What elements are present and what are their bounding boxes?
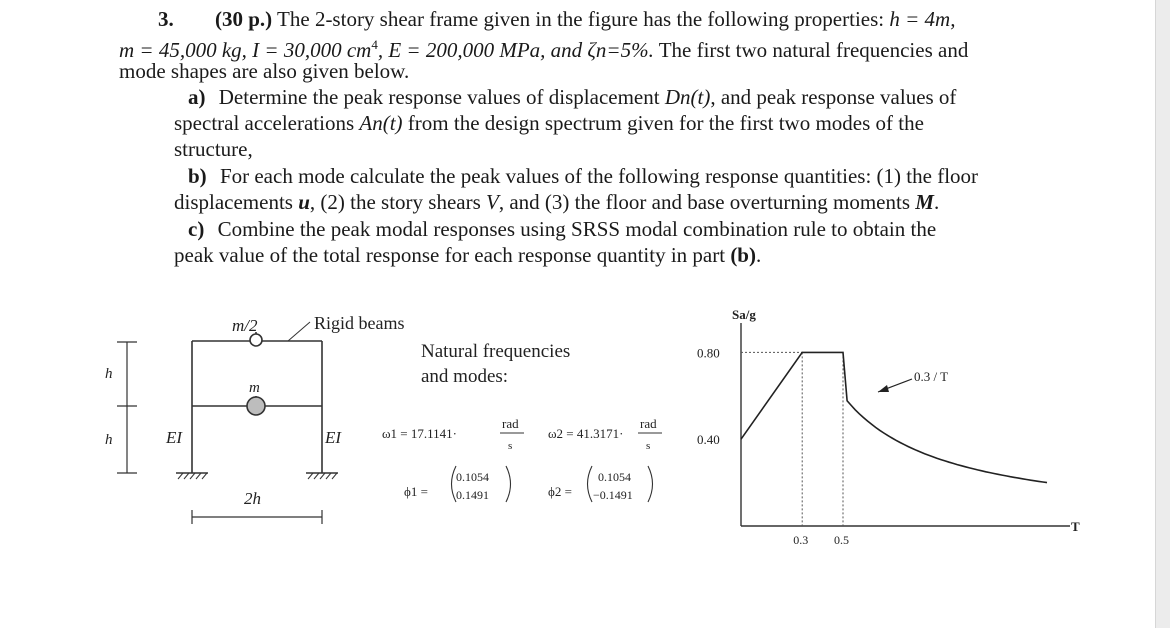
- hatch: [202, 473, 207, 479]
- label-h-bottom: h: [105, 432, 113, 448]
- I-unit-exponent: 4: [371, 37, 378, 52]
- part-b-u: u: [298, 190, 310, 214]
- part-b-text-5: .: [933, 190, 940, 214]
- phi-2-right-paren: [648, 466, 653, 502]
- phi-1-label: ϕ1 =: [404, 484, 428, 499]
- hatch: [320, 473, 325, 479]
- part-b-text-2: displacements: [174, 190, 299, 214]
- phi-2-left-paren: [588, 466, 593, 502]
- omega-2: ω2 = 41.3171·: [548, 426, 624, 441]
- label-m: m: [249, 380, 260, 396]
- omega-2-unit-num: rad: [640, 416, 657, 431]
- omega-2-unit-den: s: [646, 440, 651, 452]
- part-c-b-ref: (b): [730, 243, 756, 267]
- modes-heading-2: and modes:: [421, 366, 509, 387]
- phi-1-entry: 0.1054: [456, 470, 489, 484]
- problem-intro-2: The first two natural frequencies and: [653, 38, 969, 62]
- hatch: [314, 473, 319, 479]
- phi-1-right-paren: [506, 466, 511, 502]
- part-a-Dn: Dn(t): [664, 85, 711, 109]
- y-tick-label: 0.80: [697, 345, 720, 361]
- part-b-V: V: [486, 190, 499, 214]
- part-a-text-2: , and peak response values of: [710, 85, 957, 109]
- I-value: I = 30,000 cm: [252, 38, 372, 62]
- part-a-An: An(t): [359, 111, 403, 135]
- problem-number: 3.: [158, 7, 174, 31]
- omega-1-unit-num: rad: [502, 416, 519, 431]
- hatch: [184, 473, 189, 479]
- y-tick-label: 0.40: [697, 432, 720, 448]
- phi-1-entry: 0.1491: [456, 488, 489, 502]
- damping-ratio: ζn=5%.: [587, 38, 654, 62]
- phi-2-entry: −0.1491: [593, 488, 633, 502]
- hatch: [178, 473, 183, 479]
- part-c-text-1: Combine the peak modal responses using SRSS modal combination rule to obtain the: [217, 217, 937, 241]
- label-EI-right: EI: [325, 428, 342, 447]
- part-b-text-3: , (2) the story shears: [309, 190, 487, 214]
- hatch: [332, 473, 337, 479]
- width-dimension: [192, 510, 322, 524]
- part-a-label: a): [188, 85, 206, 109]
- part-b-text-1: For each mode calculate the peak values of the following response quantities: (1) the floor: [219, 164, 979, 188]
- x-tick-label: 0.3: [793, 533, 809, 547]
- height-dimension: [117, 342, 137, 473]
- part-b-M: M: [915, 190, 934, 214]
- x-tick-label: 0.5: [834, 533, 849, 547]
- part-a-text-3: spectral accelerations: [174, 111, 360, 135]
- modes-heading-1: Natural frequencies: [421, 341, 571, 362]
- problem-intro-3: mode shapes are also given below.: [119, 59, 410, 83]
- rigid-beams-leader: [288, 322, 310, 341]
- top-mass: [250, 334, 262, 346]
- problem-points: (30 p.): [215, 7, 273, 31]
- x-axis-label: T: [1071, 519, 1080, 534]
- part-a-text-1: Determine the peak response values of displacement: [218, 85, 665, 109]
- problem-intro-1: The 2-story shear frame given in the figure has the following properties:: [272, 7, 890, 31]
- support-hatching: [178, 473, 337, 479]
- spectrum-annotation: 0.3 / T: [914, 369, 949, 384]
- label-rigid-beams: Rigid beams: [314, 313, 405, 333]
- part-a-text-4: from the design spectrum given for the first two modes of the: [402, 111, 924, 135]
- spectrum-chart: [697, 307, 1080, 547]
- h-value: h = 4m,: [889, 7, 956, 31]
- omega-1: ω1 = 17.1141·: [382, 426, 457, 441]
- label-2h: 2h: [244, 489, 261, 508]
- annotation-arrowhead: [878, 385, 889, 392]
- part-c-label: c): [188, 217, 205, 241]
- part-a-text-5: structure,: [174, 137, 253, 161]
- hatch: [190, 473, 195, 479]
- phi-2-entry: 0.1054: [598, 470, 631, 484]
- omega-1-unit-den: s: [508, 440, 513, 452]
- part-c-text-3: .: [755, 243, 762, 267]
- hatch: [196, 473, 201, 479]
- label-EI-left: EI: [166, 428, 183, 447]
- E-value: , E = 200,000 MPa, and: [377, 38, 588, 62]
- mid-mass: [247, 397, 265, 415]
- part-c-text-2: peak value of the total response for each response quantity in part: [174, 243, 731, 267]
- spectrum-curve: [741, 352, 1047, 482]
- hatch: [326, 473, 331, 479]
- label-m-half: m/2: [232, 316, 258, 335]
- label-h-top: h: [105, 366, 113, 382]
- part-b-text-4: , and (3) the floor and base overturning moments: [498, 190, 916, 214]
- y-axis-label: Sa/g: [732, 307, 756, 322]
- m-value: m = 45,000 kg,: [119, 38, 253, 62]
- hatch: [308, 473, 313, 479]
- phi-2-label: ϕ2 =: [548, 484, 572, 499]
- part-b-label: b): [188, 164, 207, 188]
